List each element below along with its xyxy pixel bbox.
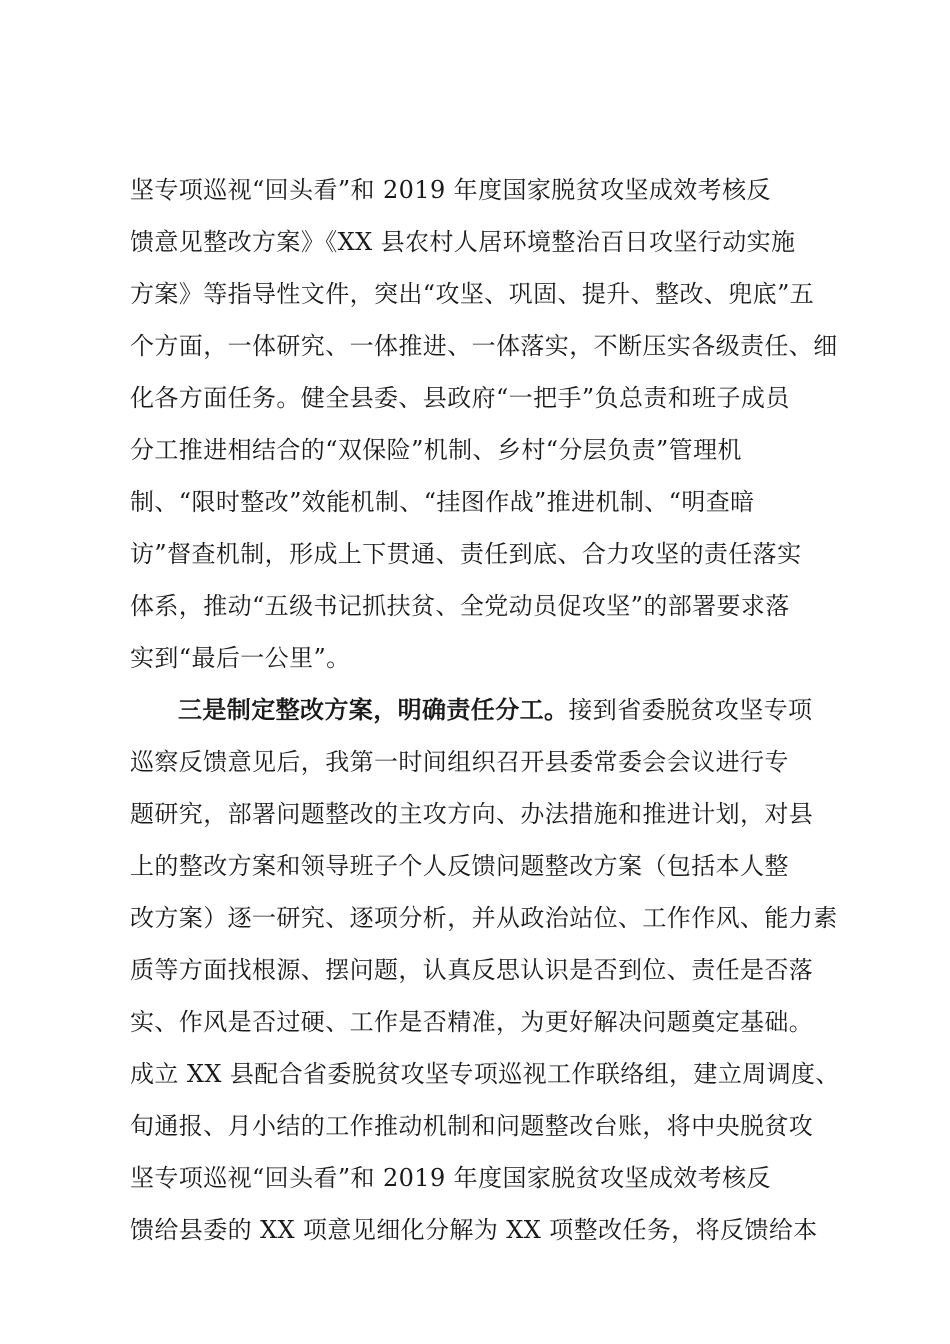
text-line: 体系，推动“五级书记抓扶贫、全党动员促攻坚”的部署要求落 — [130, 592, 790, 620]
text-line: 馈给县委的 XX 项意见细化分解为 XX 项整改任务，将反馈给本 — [130, 1216, 818, 1244]
paragraph-first-line — [130, 684, 830, 736]
text-line: 旬通报、月小结的工作推动机制和问题整改台账，将中央脱贫攻 — [130, 1112, 814, 1140]
text-line: 方案》等指导性文件，突出“攻坚、巩固、提升、整改、兜底”五 — [130, 280, 815, 308]
text-line: 制、“限时整改”效能机制、“挂图作战”推进机制、“明查暗 — [130, 488, 755, 516]
text-line: 巡察反馈意见后，我第一时间组织召开县委常委会会议进行专 — [130, 748, 789, 776]
text-line: 坚专项巡视“回头看”和 2019 年度国家脱贫攻坚成效考核反 — [130, 1164, 771, 1192]
text-line: 改方案）逐一研究、逐项分析，并从政治站位、工作作风、能力素 — [130, 904, 838, 932]
text-line: 馈意见整改方案》《XX 县农村人居环境整治百日攻坚行动实施 — [130, 228, 796, 256]
text-line: 访”督查机制，形成上下贯通、责任到底、合力攻坚的责任落实 — [130, 540, 802, 568]
text-line: 成立 XX 县配合省委脱贫攻坚专项巡视工作联络组，建立周调度、 — [130, 1060, 840, 1088]
text-line: 分工推进相结合的“双保险”机制、乡村“分层负责”管理机 — [130, 436, 742, 464]
text-line: 个方面，一体研究、一体推进、一体落实，不断压实各级责任、细 — [130, 332, 838, 360]
text-line: 坚专项巡视“回头看”和 2019 年度国家脱贫攻坚成效考核反 — [130, 176, 771, 204]
text-line: 上的整改方案和领导班子个人反馈问题整改方案（包括本人整 — [130, 852, 789, 880]
text-line: 实、作风是否过硬、工作是否精准，为更好解决问题奠定基础。 — [130, 1008, 814, 1036]
text-line: 题研究，部署问题整改的主攻方向、办法措施和推进计划，对县 — [130, 800, 814, 828]
text-line: 化各方面任务。健全县委、县政府“一把手”负总责和班子成员 — [130, 384, 790, 412]
paragraph-heading: 三是制定整改方案，明确责任分工。 — [178, 696, 569, 724]
text-line: 质等方面找根源、摆问题，认真反思认识是否到位、责任是否落 — [130, 956, 814, 984]
paragraph-first-line-rest: 接到省委脱贫攻坚专项 — [568, 696, 813, 724]
text-line: 实到“最后一公里”。 — [130, 644, 351, 672]
body-text — [130, 164, 840, 1256]
